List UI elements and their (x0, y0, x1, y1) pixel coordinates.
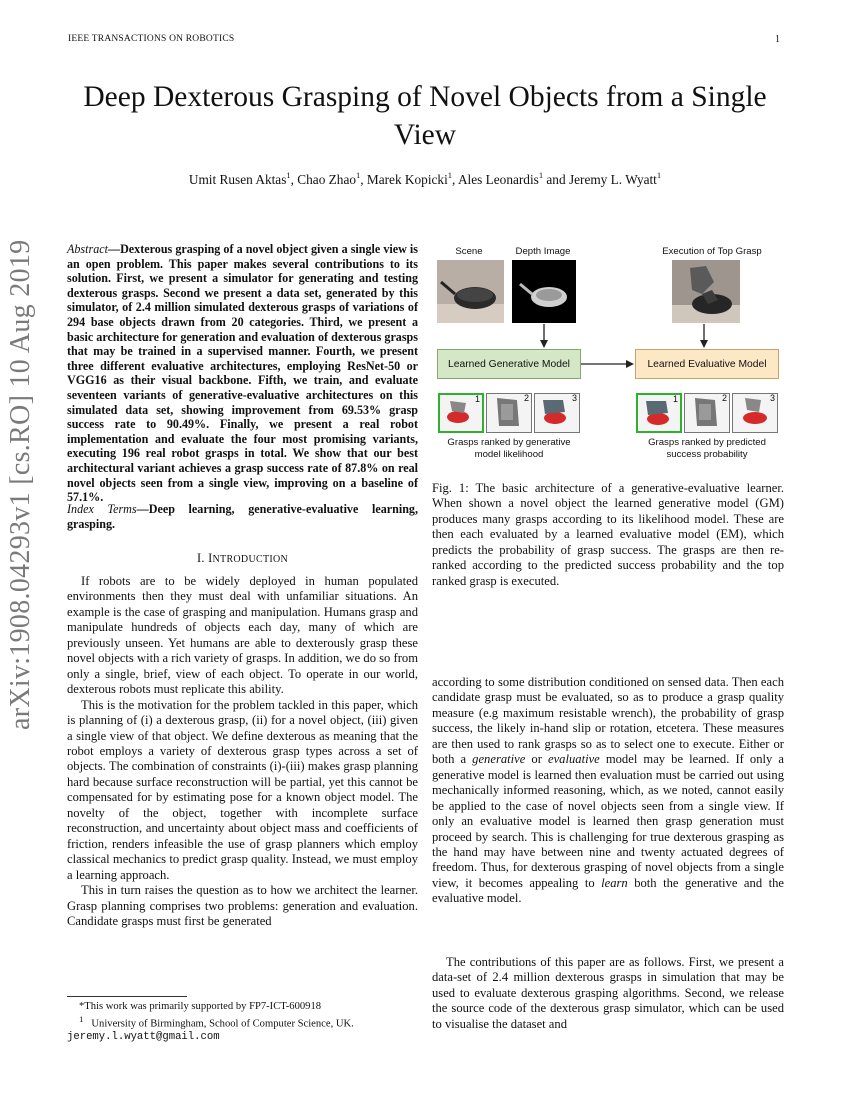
emphasis-evaluative: evaluative (548, 752, 600, 767)
text-run: both the generative and the evaluative model. (432, 875, 784, 906)
footnote-affiliation (67, 1013, 418, 1031)
grasp-rank: 2 (721, 393, 727, 403)
author-separator: , (290, 172, 298, 187)
abstract-label: Abstract (67, 242, 108, 256)
author-separator: , (452, 172, 458, 187)
emphasis-generative: generative (472, 752, 526, 767)
grasp-thumbnail (438, 393, 484, 433)
label-evaluative-ranking: Grasps ranked by predicted success probability (648, 437, 766, 460)
author-name: Jeremy L. Wyatt (568, 172, 657, 187)
grasp-thumbnail (684, 393, 730, 433)
author-name: Umit Rusen Aktas (188, 172, 287, 187)
author-name: Ales Leonardis (457, 172, 539, 187)
generative-model-box: Learned Generative Model (437, 349, 581, 379)
right-column-paragraph (432, 675, 784, 907)
affiliation-mark: 1 (538, 170, 544, 180)
text-run: according to some distribution conditioned on sensed data. Then each candidate grasp must be evaluated, so as to produce a grasp quality measure (e.g maximum resistable wrench), the probability of grasp success, the likely in-hand slip or rotation, etcetera. These measures are then used to rank grasps so as to select one to execute. Either or both a (432, 675, 784, 767)
index-terms-label: Index Terms (67, 502, 137, 516)
footnote-support: *This work was primarily supported by FP7-ICT-600918 (79, 1001, 322, 1012)
section-heading-introduction (67, 551, 418, 566)
grasp-thumbnail (534, 393, 580, 433)
label-scene: Scene (455, 246, 483, 257)
paragraph: If robots are to be widely deployed in human populated environments then they must deal with unfamiliar situations. An example is the case of grasping and manipulation. Humans grasp and manipulate hundreds of objects each day, many of which are previously unseen. Yet humans are able to dexterously grasp these novel objects with a rich variety of grasps. In addition, we do so from only a single, brief, view of each object. To operate in our world, dexterous robots must replicate this ability. (67, 574, 418, 697)
paragraph: This is the motivation for the problem tackled in this paper, which is planning of (i) a dexterous grasp, (ii) for a novel object, (iii) given a single view of that object. We define dexterous as meaning that the robot employs a variety of dexterous grasp types across a set of objects. The combination of constraints (i)-(iii) makes grasp planning hard because surface reconstruction will be partial, yet this cannot be compensated for by estimating pose for a known object model. The novelty of the object, together with incomplete surface reconstruction, and uncertainty about object mass and coefficients of friction, renders infeasible the use of grasp planners which employ classical mechanics to predict grasp quality. Instead, we must employ a learning approach. (67, 697, 418, 882)
introduction-body (67, 574, 418, 929)
footnote-rule (67, 996, 187, 997)
grasp-rank: 3 (769, 393, 775, 403)
grasp-rank: 1 (672, 394, 678, 404)
affiliation-mark: 1 (447, 170, 453, 180)
grasp-thumbnail (636, 393, 682, 433)
label-execution: Execution of Top Grasp (662, 246, 762, 257)
footnote-mark: 1 (79, 1014, 84, 1025)
author-name: Marek Kopicki (366, 172, 448, 187)
grasp-rank: 2 (523, 393, 529, 403)
figure-caption (432, 481, 784, 589)
index-terms (67, 502, 418, 531)
author-separator: and (543, 172, 569, 187)
affiliation-text: University of Birmingham, School of Computer Science, UK. (91, 1018, 354, 1030)
grasp-rank: 1 (474, 394, 480, 404)
section-number: I. (196, 551, 209, 565)
paragraph: This in turn raises the question as to how we architect the learner. Grasp planning comprises two problems: generation and evaluation. Candidate grasps must first be generated (67, 883, 418, 928)
grasp-rank: 3 (571, 393, 577, 403)
emphasis-learn: learn (601, 875, 628, 890)
abstract (67, 242, 418, 505)
abstract-text: —Dexterous grasping of a novel object given a single view is an open problem. This paper makes several contributions to its solution. First, we present a simulator for generating and testing dexterous grasps. Second we present a data set, generated by this simulator, of 2.4 million simulated dexterous grasps of variations of 294 base objects drawn from 20 categories. Third, we present a basic architecture for generation and evaluation of dexterous grasps that may be trained in a supervised manner. Fourth, we present three different evaluative architectures, employing ResNet-50 or VGG16 as their visual backbone. Fifth, we train, and evaluate seventeen variants of generative-evaluative architectures on this simulated data set, showing improvement from 69.53% grasp success rate to 90.49%. Finally, we present a real robot implementation and evaluate the four most promising variants, executing 196 real robot grasps in total. We show that our best architectural variant achieves a grasp success rate of 87.8% on real novel objects seen from a single view, improving on a baseline of 57.1%. (67, 242, 418, 505)
footnote-email: jeremy.l.wyatt@gmail.com (67, 1031, 220, 1044)
label-depth-image: Depth Image (515, 246, 571, 257)
section-initial: I (208, 551, 213, 565)
section-title-rest: NTRODUCTION (212, 554, 289, 565)
arxiv-sidebar-stamp: arXiv:1908.04293v1 [cs.RO] 10 Aug 2019 (5, 239, 36, 730)
journal-header: IEEE TRANSACTIONS ON ROBOTICS (68, 34, 235, 44)
paragraph: The contributions of this paper are as follows. First, we present a data-set of 2.4 million dexterous grasps in simulation that may be used to evaluate dexterous grasping algorithms. Second, we release the source code of the dexterous grasp simulator, which can be used to visualise the dataset and (432, 955, 784, 1031)
contributions-paragraph (432, 955, 784, 1032)
page-number: 1 (775, 34, 780, 45)
author-separator: , (360, 172, 367, 187)
grasp-thumbnail (732, 393, 778, 433)
affiliation-mark: 1 (656, 170, 662, 180)
grasp-thumbnail (486, 393, 532, 433)
text-run: or (525, 752, 548, 767)
affiliation-mark: 1 (356, 170, 361, 180)
index-terms-text: —Deep learning, generative-evaluative learning, grasping. (67, 502, 418, 531)
footnotes (67, 1001, 418, 1044)
text-run: model may be learned. If only a generative model is learned then evaluation must be carried out using mechanically informed reasoning, which, as we noted, cannot easily be applied to the case of novel objects seen from a single view. If only an evaluative model is learned then grasp generation must proceed by search. This is challenging for true dexterous grasping as the hand may have between nine and twenty actuated degrees of freedom. Thus, for dexterous grasping of novel objects from a single view, it becomes appealing to (432, 752, 784, 890)
author-list (60, 172, 790, 188)
author-name: Chao Zhao (297, 172, 356, 187)
label-generative-ranking: Grasps ranked by generative model likelihood (447, 437, 571, 460)
figure-1 (432, 238, 784, 470)
paper-title: Deep Dexterous Grasping of Novel Objects from a Single View (83, 81, 767, 151)
caption-label: Fig. 1: (432, 481, 469, 495)
evaluative-model-box: Learned Evaluative Model (635, 349, 779, 379)
caption-text: The basic architecture of a generative-evaluative learner. When shown a novel object the learned generative model (GM) produces many grasps according to its likelihood model. These are then each evaluated by a learned evaluative model (EM), which predicts the probability of grasp success. The grasps are then re-ranked according to the predicted success probability and the top ranked grasp is executed. (432, 481, 785, 588)
affiliation-mark: 1 (286, 170, 291, 180)
